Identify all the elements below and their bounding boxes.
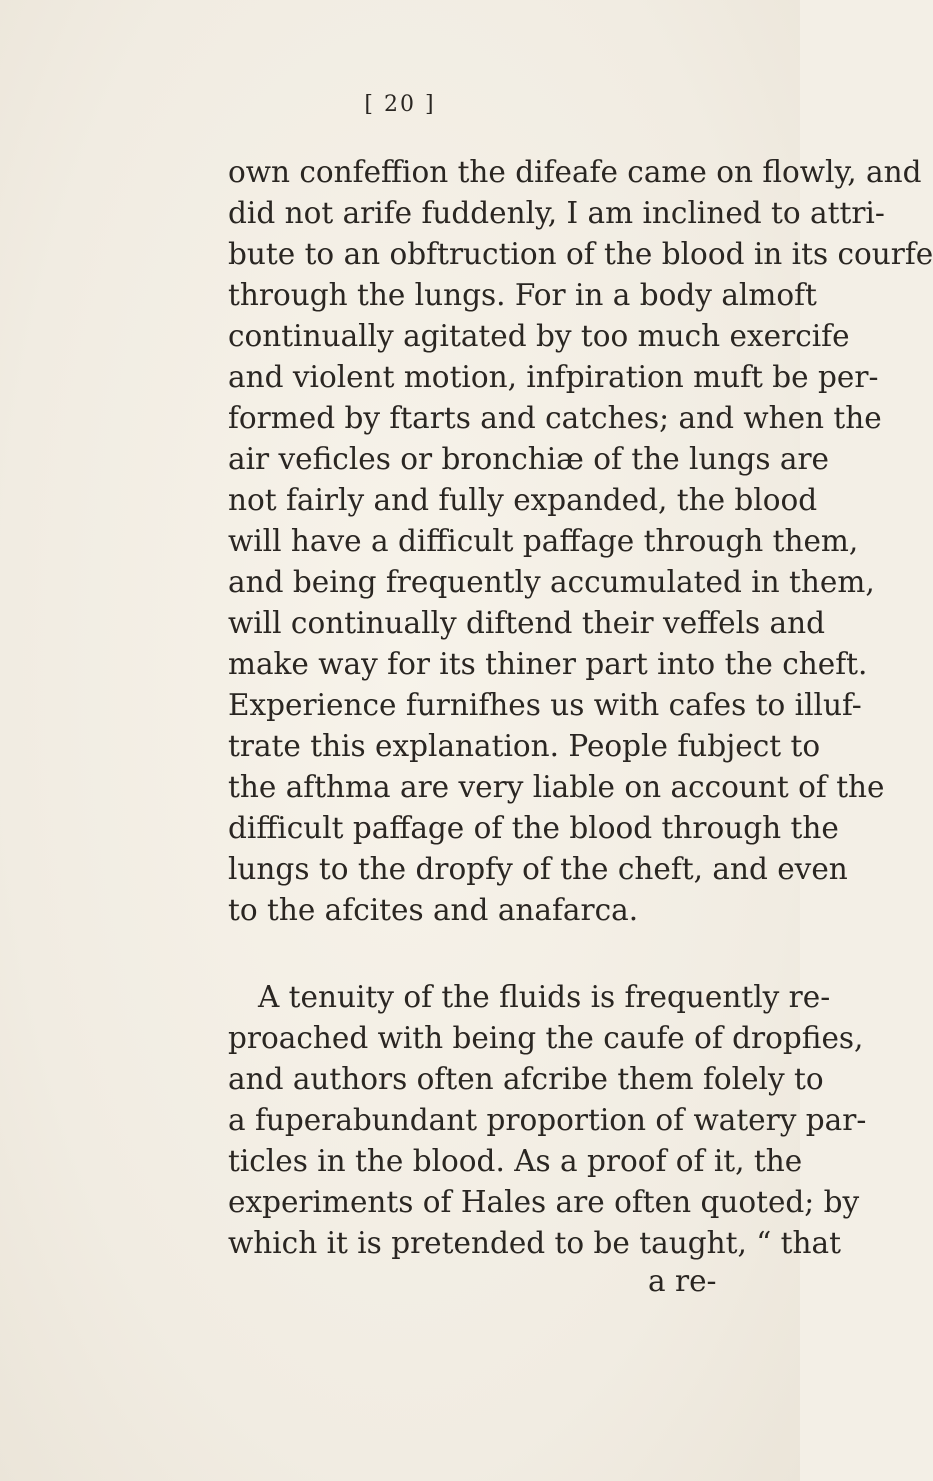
text-line: formed by ftarts and catches; and when the	[228, 401, 882, 435]
text-line: A tenuity of the fluids is frequently re-	[258, 980, 831, 1014]
text-line: Experience furnifhes us with cafes to illuf-	[228, 688, 862, 722]
text-line: through the lungs. For in a body almoft	[228, 278, 817, 312]
text-line: air veficles or bronchiæ of the lungs are	[228, 442, 830, 476]
text-line: did not arife fuddenly, I am inclined to attri-	[228, 196, 885, 230]
page-number: [ 20 ]	[364, 92, 436, 117]
text-line: own confeffion the difeafe came on flowly, and	[228, 155, 922, 189]
text-line: will have a difficult paffage through them,	[228, 524, 859, 558]
text-line: bute to an obftruction of the blood in its courfe	[228, 237, 933, 271]
text-line: which it is pretended to be taught, “ that	[228, 1226, 841, 1260]
text-line: and authors often afcribe them folely to	[228, 1062, 824, 1096]
text-line: the afthma are very liable on account of the	[228, 770, 885, 804]
text-line: will continually diftend their veffels and	[228, 606, 826, 640]
text-line: continually agitated by too much exercife	[228, 319, 850, 353]
text-line: experiments of Hales are often quoted; by	[228, 1185, 860, 1219]
text-line: ticles in the blood. As a proof of it, the	[228, 1144, 803, 1178]
catchword: a re-	[648, 1264, 717, 1298]
text-line: lungs to the dropfy of the cheft, and even	[228, 852, 848, 886]
text-line: not fairly and fully expanded, the blood	[228, 483, 818, 517]
text-line: trate this explanation. People fubject to	[228, 729, 821, 763]
text-line: proached with being the caufe of dropfies,	[228, 1021, 864, 1055]
text-line: difficult paffage of the blood through the	[228, 811, 839, 845]
text-line: to the afcites and anafarca.	[228, 893, 639, 927]
text-line: a fuperabundant proportion of watery par-	[228, 1103, 867, 1137]
text-line: and being frequently accumulated in them,	[228, 565, 875, 599]
text-line: and violent motion, infpiration muft be per-	[228, 360, 879, 394]
text-line: make way for its thiner part into the cheft.	[228, 647, 868, 681]
